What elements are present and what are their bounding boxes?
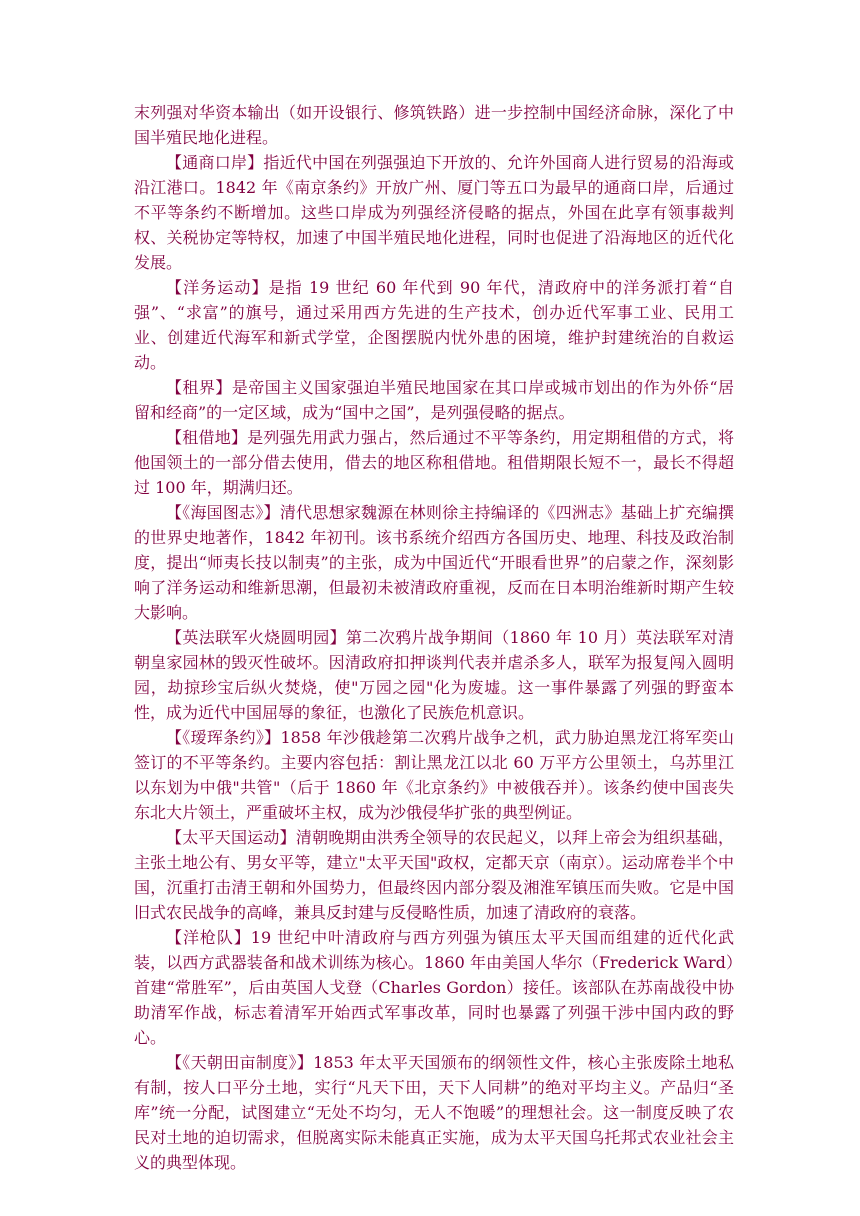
paragraph-treaty-of-aigun: 【《瑷珲条约》】1858 年沙俄趁第二次鸦片战争之机，武力胁迫黑龙江将军奕山签订的不平等条约。主要内容包括：割让黑龙江以北 60 万平方公里领土，乌苏里江以东划为中俄"共管"（后于 1860 年《北京条约》中被俄吞并）。该条约使中国丧失东北大片领土，严重破坏主权，成为沙俄侵华扩张的典型例证。 <box>134 728 734 822</box>
paragraph-heavenly-land-system: 【《天朝田亩制度》】1853 年太平天国颁布的纲领性文件，核心主张废除土地私有制，按人口平分土地，实行“凡天下田，天下人同耕”的绝对平均主义。产品归“圣库”统一分配，试图建立“无处不均匀，无人不饱暖”的理想社会。这一制度反映了农民对土地的迫切需求，但脱离实际未能真正实施，成为太平天国乌托邦式农业社会主义的典型体现。 <box>134 1053 734 1172</box>
paragraph-burning-of-yuanmingyuan: 【英法联军火烧圆明园】第二次鸦片战争期间（1860 年 10 月）英法联军对清朝皇家园林的毁灭性破坏。因清政府扣押谈判代表并虐杀多人，联军为报复闯入圆明园，劫掠珍宝后纵火焚烧，使"万园之园"化为废墟。这一事件暴露了列强的野蛮本性，成为近代中国屈辱的象征，也激化了民族危机意识。 <box>134 628 734 722</box>
paragraph-leased-territory: 【租借地】是列强先用武力强占，然后通过不平等条约，用定期租借的方式，将他国领土的一部分借去使用，借去的地区称租借地。租借期限长短不一，最长不得超过 100 年，期满归还。 <box>134 428 734 497</box>
paragraph-continuation: 末列强对华资本输出（如开设银行、修筑铁路）进一步控制中国经济命脉，深化了中国半殖民地化进程。 <box>134 103 734 147</box>
paragraph-concession: 【租界】是帝国主义国家强迫半殖民地国家在其口岸或城市划出的作为外侨“居留和经商”的一定区域，成为“国中之国”，是列强侵略的据点。 <box>134 378 734 422</box>
paragraph-taiping-movement: 【太平天国运动】清朝晚期由洪秀全领导的农民起义，以拜上帝会为组织基础，主张土地公有、男女平等，建立"太平天国"政权，定都天京（南京）。运动席卷半个中国，沉重打击清王朝和外国势力，但最终因内部分裂及湘淮军镇压而失败。它是中国旧式农民战争的高峰，兼具反封建与反侵略性质，加速了清政府的衰落。 <box>134 828 734 922</box>
paragraph-self-strengthening-movement: 【洋务运动】是指 19 世纪 60 年代到 90 年代，清政府中的洋务派打着“自强”、“求富”的旗号，通过采用西方先进的生产技术，创办近代军事工业、民用工业、创建近代海军和新式学堂，企图摆脱内忧外患的困境，维护封建统治的自救运动。 <box>134 278 734 372</box>
paragraph-haiguo-tuzhi: 【《海国图志》】清代思想家魏源在林则徐主持编译的《四洲志》基础上扩充编撰的世界史地著作，1842 年初刊。该书系统介绍西方各国历史、地理、科技及政治制度，提出“师夷长技以制夷”的主张，成为中国近代“开眼看世界”的启蒙之作，深刻影响了洋务运动和维新思潮，但最初未被清政府重视，反而在日本明治维新时期产生较大影响。 <box>134 503 734 622</box>
paragraph-ever-victorious-army: 【洋枪队】19 世纪中叶清政府与西方列强为镇压太平天国而组建的近代化武装，以西方武器装备和战术训练为核心。1860 年由美国人华尔（Frederick Ward）首建“常胜军”，后由英国人戈登（Charles Gordon）接任。该部队在苏南战役中协助清军作战，标志着清军开始西式军事改革，同时也暴露了列强干涉中国内政的野心。 <box>134 928 734 1047</box>
paragraph-treaty-ports: 【通商口岸】指近代中国在列强强迫下开放的、允许外国商人进行贸易的沿海或沿江港口。1842 年《南京条约》开放广州、厦门等五口为最早的通商口岸，后通过不平等条约不断增加。这些口岸成为列强经济侵略的据点，外国在此享有领事裁判权、关税协定等特权，加速了中国半殖民地化进程，同时也促进了沿海地区的近代化发展。 <box>134 153 734 272</box>
document-body <box>134 100 734 1175</box>
